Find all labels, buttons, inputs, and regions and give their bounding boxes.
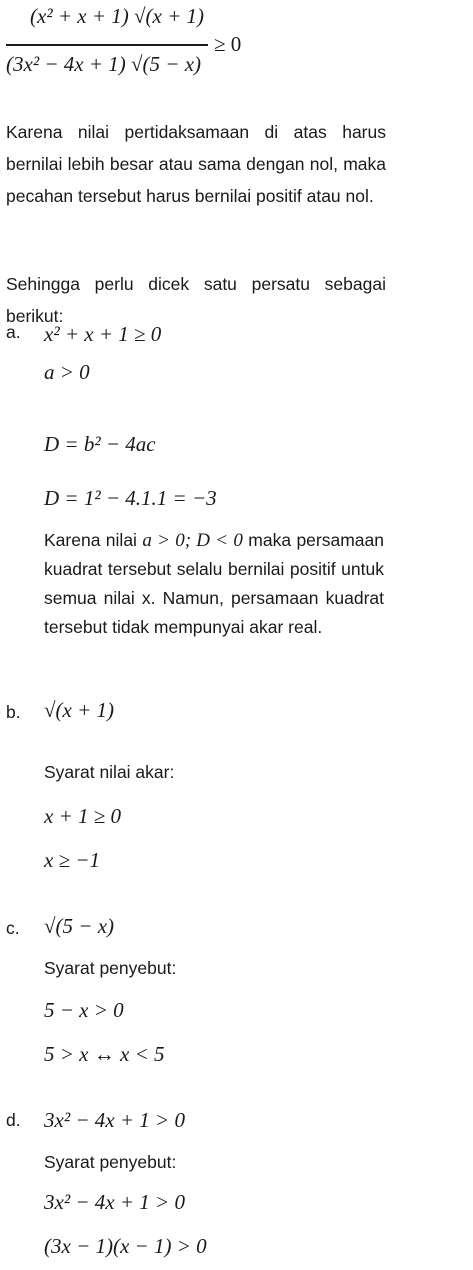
part-b-expr: √(x + 1) xyxy=(44,698,115,722)
numerator-text: (x² + x + 1) √(x + 1) xyxy=(30,4,205,28)
part-d-line-1: 3x² − 4x + 1 > 0 xyxy=(44,1190,185,1214)
part-c-line-1: 5 − x > 0 xyxy=(44,998,124,1022)
part-a-note-post: maka persamaan kuadrat tersebut selalu bernilai positif untuk semua nilai x. Namun, persamaan kuadrat tersebut tidak mempunyai akar real. xyxy=(44,530,384,637)
part-a-line-1: x² + x + 1 ≥ 0 xyxy=(44,322,162,346)
part-a-label: a. xyxy=(6,322,21,342)
part-c-label: c. xyxy=(6,918,20,938)
part-b-caption: Syarat nilai akar: xyxy=(44,762,175,782)
part-b-line-1: x + 1 ≥ 0 xyxy=(44,804,122,828)
part-a-note xyxy=(44,526,384,642)
part-a-line-3: D = b² − 4ac xyxy=(44,432,156,456)
part-d-expr: 3x² − 4x + 1 > 0 xyxy=(44,1108,185,1132)
fraction-bar xyxy=(6,44,208,46)
part-a-note-math: a > 0; D < 0 xyxy=(142,530,243,551)
part-a-line-4: D = 1² − 4.1.1 = −3 xyxy=(44,486,217,510)
fraction-numerator xyxy=(30,6,204,27)
part-a-line-2: a > 0 xyxy=(44,360,90,384)
part-d-caption: Syarat penyebut: xyxy=(44,1152,177,1172)
part-c-caption: Syarat penyebut: xyxy=(44,958,177,978)
fraction-relation xyxy=(214,34,241,55)
denominator-text: (3x² − 4x + 1) √(5 − x) xyxy=(6,52,202,76)
part-b-line-2: x ≥ −1 xyxy=(44,848,101,872)
part-c-line-2: 5 > x ↔ x < 5 xyxy=(44,1042,165,1066)
part-c-expr: √(5 − x) xyxy=(44,914,115,938)
part-d-label: d. xyxy=(6,1110,21,1130)
paragraph-2: Sehingga perlu dicek satu persatu sebagai berikut: xyxy=(6,274,386,326)
part-a-note-pre: Karena nilai xyxy=(44,530,137,550)
fraction-denominator xyxy=(6,54,201,75)
relation-text: ≥ 0 xyxy=(214,32,242,56)
part-b-label: b. xyxy=(6,702,21,722)
part-d-line-2: (3x − 1)(x − 1) > 0 xyxy=(44,1234,207,1258)
paragraph-1: Karena nilai pertidaksamaan di atas harus bernilai lebih besar atau sama dengan nol, maka pecahan tersebut harus bernilai positif atau nol. xyxy=(6,122,386,206)
